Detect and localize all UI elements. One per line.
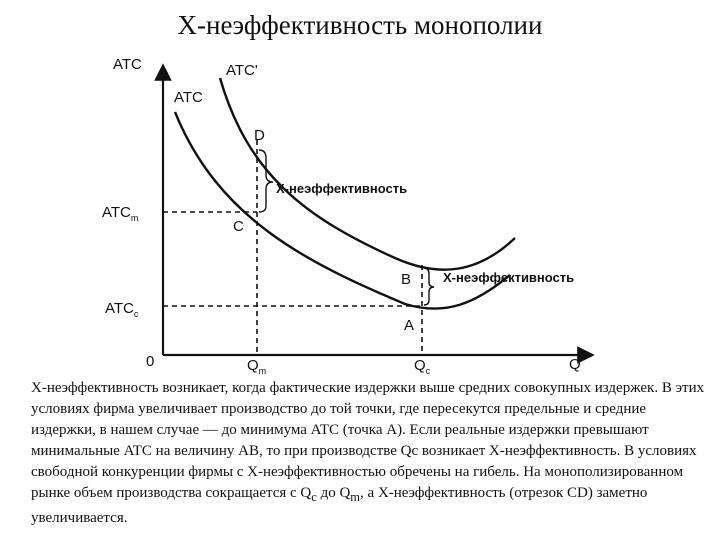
- slide-title: X-неэффективность монополии: [177, 10, 543, 40]
- atc-prime-curve: [220, 78, 515, 270]
- point-a-label: A: [404, 317, 415, 334]
- annotation-ab: X-неэффективность: [443, 270, 575, 285]
- x-tick-q-m: $Q_m$: [247, 357, 267, 376]
- ab-brace: [424, 268, 434, 305]
- curve-upper-label: ATC': [226, 62, 258, 79]
- x-axis-label: Q: [569, 356, 581, 373]
- cd-brace: [259, 150, 273, 212]
- origin-label: 0: [146, 353, 155, 370]
- curve-lower-label: ATC: [174, 89, 203, 106]
- point-d-label: D: [254, 127, 265, 144]
- y-tick-atc-c: $ATC_c$: [105, 300, 139, 319]
- point-b-label: B: [401, 271, 412, 288]
- annotation-cd: X-неэффективность: [276, 181, 408, 196]
- y-axis-label: ATC: [113, 56, 142, 73]
- x-tick-q-c: $Q_c$: [414, 357, 431, 376]
- explanation-text: X-неэффективность возникает, когда фактические издержки выше средних совокупных издержек. В этих условиях фирма увеличивает производство до той точки, где пересекутся предельные и средние издержки, в нашем случае — до минимума ATC (точка A). Если реальные издержки превышают минимальные ATC на величину AB, то при производстве Qc возникает X-неэффективность. В условиях свободной конкуренции фирмы с X-неэффективностью обречены на гибель. На монополизированном рынке объем производства сокращается с $Q_c$ до $Q_m$, а X-неэффективность (отрезок CD) заметно увеличивается.: [31, 380, 705, 526]
- y-tick-atc-m: $ATC_m$: [102, 204, 139, 223]
- point-c-label: C: [233, 218, 244, 235]
